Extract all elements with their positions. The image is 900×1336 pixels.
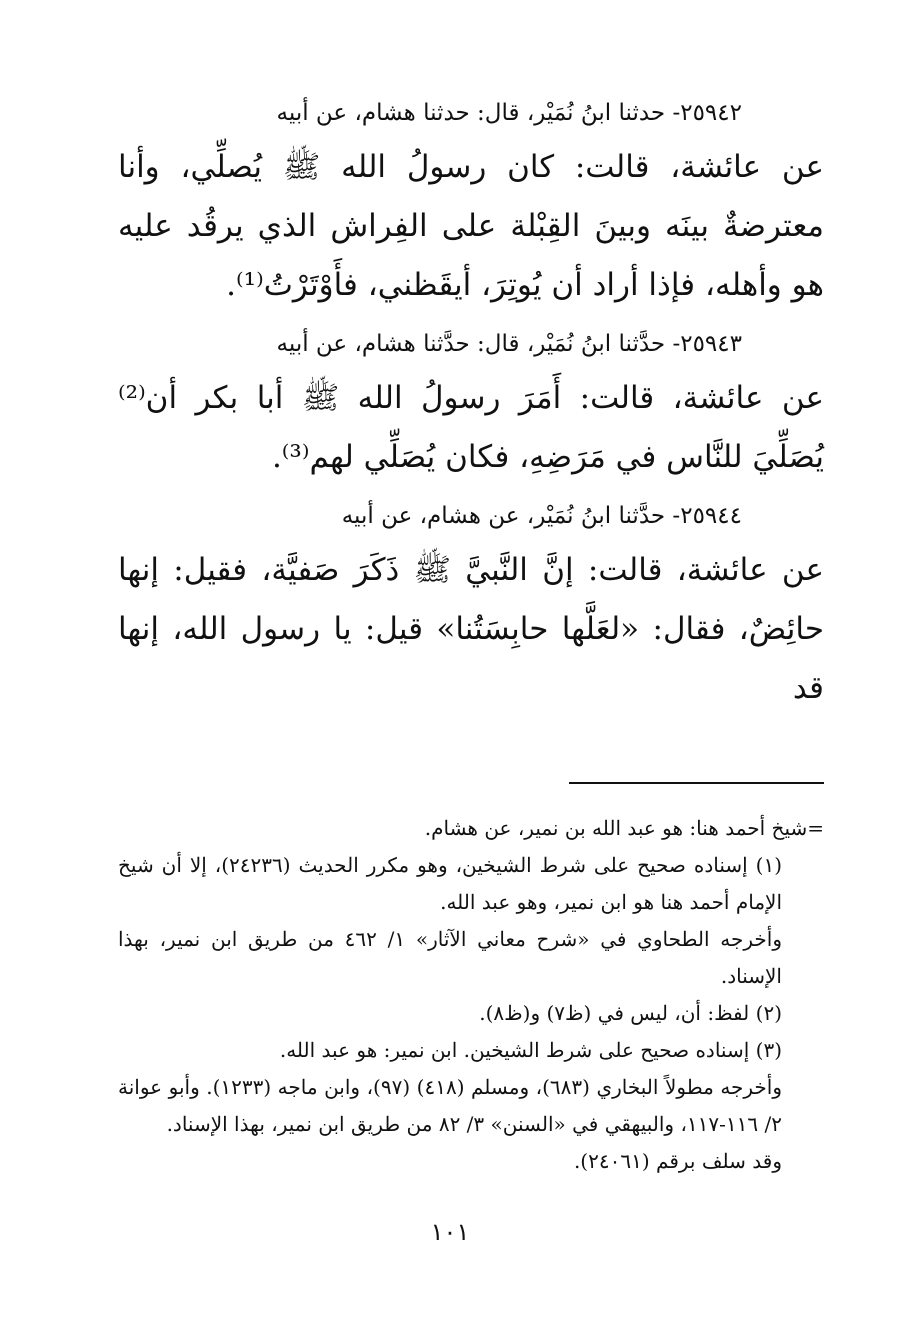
page-number: ١٠١ <box>430 1218 470 1246</box>
footnote-2: (٢) لفظ: أن، ليس في (ظ٧) و(ظ٨). <box>479 1001 782 1025</box>
document-page <box>118 96 824 1336</box>
footnote-3: (٣) إسناده صحيح على شرط الشيخين. ابن نمير: هو عبد الله. <box>279 1038 782 1062</box>
footnote-1-extra: وأخرجه الطحاوي في «شرح معاني الآثار» ١/ ٤٦٢ من طريق ابن نمير، بهذا الإسناد. <box>118 927 782 988</box>
hadith-3-header: ٢٥٩٤٤- حدَّثنا ابنُ نُمَيْر، عن هشام، عن أبيه <box>341 503 742 529</box>
spacer <box>118 730 824 782</box>
footnotes <box>118 810 824 1180</box>
hadith-2-header: ٢٥٩٤٣- حدَّثنا ابنُ نُمَيْر، قال: حدَّثنا هشام، عن أبيه <box>276 331 742 357</box>
footnote-3-extra: وأخرجه مطولاً البخاري (٦٨٣)، ومسلم (٤١٨) (٩٧)، وابن ماجه (١٢٣٣). وأبو عوانة ٢/ ١١٦-١١٧، والبيهقي في «السنن» ٣/ ٨٢ من طريق ابن نمير، بهذا الإسناد. <box>118 1075 783 1136</box>
hadith-3-body: عن عائشة، قالت: إنَّ النَّبيَّ ﷺ ذَكَرَ صَفيَّة، فقيل: إنها حائِضٌ، فقال: «لعَلَّها حابِسَتُنا» قيل: يا رسول الله، إنها قد <box>118 552 824 706</box>
footnote-divider <box>569 782 824 784</box>
footnote-continuation: =شيخ أحمد هنا: هو عبد الله بن نمير، عن هشام. <box>424 816 824 840</box>
hadith-2-body: عن عائشة، قالت: أَمَرَ رسولُ الله ﷺ أبا بكر أن⁽²⁾ يُصَلِّيَ للنَّاس في مَرَضِهِ، فكان يُصَلِّي لهم⁽³⁾. <box>118 380 824 475</box>
hadith-1-header: ٢٥٩٤٢- حدثنا ابنُ نُمَيْر، قال: حدثنا هشام، عن أبيه <box>276 100 742 126</box>
hadith-1-body: عن عائشة، قالت: كان رسولُ الله ﷺ يُصلِّي، وأنا معترضةٌ بينَه وبينَ القِبْلة على الفِراش الذي يرقُد عليه هو وأهله، فإذا أراد أن يُوتِرَ، أيقَظني، فأَوْتَرْتُ⁽¹⁾. <box>118 149 824 303</box>
footnote-3-ref: وقد سلف برقم (٢٤٠٦١). <box>573 1149 782 1173</box>
footnote-1: (١) إسناده صحيح على شرط الشيخين، وهو مكرر الحديث (٢٤٢٣٦)، إلا أن شيخ الإمام أحمد هنا هو ابن نمير، وهو عبد الله. <box>118 853 782 914</box>
